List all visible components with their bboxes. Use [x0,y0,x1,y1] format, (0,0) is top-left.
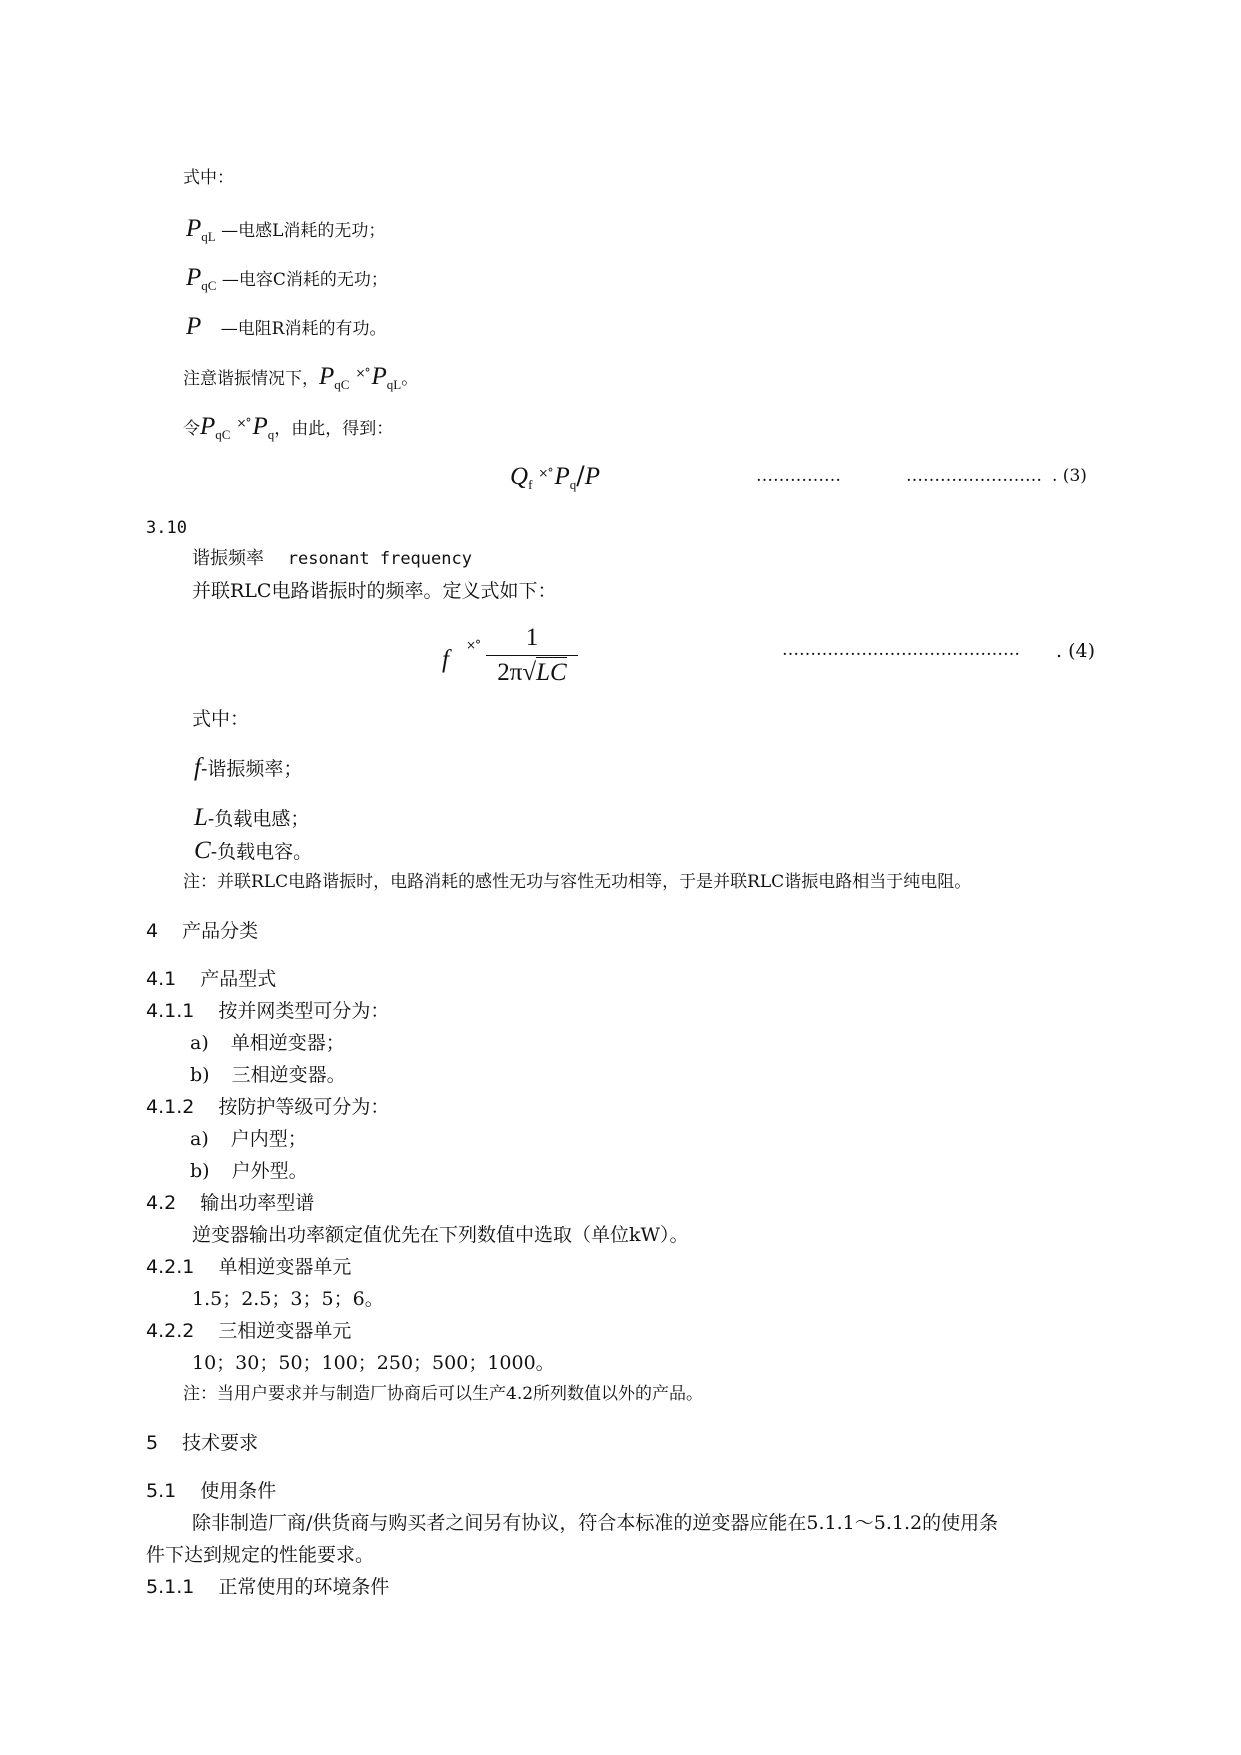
den-root: LC [536,659,567,686]
symbol-p: P [186,215,202,242]
note-prefix: 注意谐振情况下， [183,369,319,389]
def-l [194,805,309,830]
equation-3-number: . (3) [1052,466,1087,486]
def-f [194,755,302,780]
section-5-1-body-line2: 件下达到规定的性能要求。 [146,1544,375,1566]
section-3-10-definition: 并联RLC电路谐振时的频率。定义式如下： [192,580,557,602]
subscript: qC [334,377,350,392]
radical-sign: √ [522,659,537,686]
heading-title: 按防护等级可分为： [218,1096,390,1118]
section-4-2-2-heading [146,1322,351,1341]
let-line [183,414,393,441]
symbol-p: P [252,413,268,440]
def-pql [186,216,385,243]
symbol-p: P [319,363,335,390]
equation-4-leader: …………………………………… [782,640,1020,660]
equation-3 [510,463,600,491]
subscript: q [569,477,577,492]
equals-glyph: ×° [355,366,370,380]
fraction [486,625,578,695]
list-marker: b) [190,1064,210,1086]
section-4-2-heading [146,1194,314,1213]
heading-title: 产品型式 [200,968,277,990]
symbol-p: P [186,313,202,340]
definition-text: —电容C消耗的无功； [221,270,388,290]
slash: / [576,461,585,490]
heading-number: 4.1 [146,968,177,990]
symbol-p: P [554,463,570,490]
section-4-2-2-values: 10；30；50；100；250；500；1000。 [192,1352,555,1374]
subscript: qC [215,427,231,442]
heading-title: 按并网类型可分为： [218,1000,390,1022]
def-c [194,838,312,863]
heading-number: 4 [146,920,159,942]
definition-text: —电感L消耗的无功； [221,221,386,241]
where-label-2: 式中： [192,708,250,730]
heading-title: 技术要求 [182,1432,259,1454]
subscript: qL [201,229,216,244]
heading-number: 5.1.1 [146,1576,195,1598]
section-5-heading [146,1434,258,1453]
section-4-1-2-heading [146,1098,389,1117]
subscript: f [528,477,533,492]
def-p [186,314,387,339]
symbol-p: P [584,463,600,490]
heading-number: 4.2.1 [146,1256,195,1278]
section-3-10-number: 3.10 [146,518,187,538]
subscript: qL [386,377,402,392]
list-item [190,1162,308,1181]
heading-title: 正常使用的环境条件 [218,1576,390,1598]
equation-4 [440,625,580,695]
equation-4-number: . (4) [1056,640,1095,662]
section-3-10-term [192,550,472,568]
list-marker: b) [190,1160,210,1182]
resonance-note [183,364,418,391]
subscript: qC [201,278,217,293]
section-4-2-body: 逆变器输出功率额定值优先在下列数值中选取（单位kW）。 [192,1224,689,1246]
where-label: 式中： [183,168,234,188]
note-rlc: 注：并联RLC电路谐振时，电路消耗的感性无功与容性无功相等，于是并联RLC谐振电路相当于纯电阻。 [183,872,972,892]
def-pqc [186,265,388,292]
den-prefix: 2π [497,659,523,686]
subscript: q [267,427,275,442]
section-4-2-1-values: 1.5；2.5；3；5；6。 [192,1288,384,1310]
equals-glyph: ×° [236,416,251,430]
term-zh: 谐振频率 [192,548,264,569]
list-text: 户内型； [230,1128,307,1150]
symbol-p: P [371,363,387,390]
definition-text: -负载电感； [207,808,310,830]
definition-text: —电阻R消耗的有功。 [220,319,387,339]
heading-title: 单相逆变器单元 [218,1256,352,1278]
let-prefix: 令 [183,419,200,439]
heading-title: 输出功率型谱 [200,1192,315,1214]
section-5-1-heading [146,1482,276,1501]
let-suffix: ，由此，得到： [274,419,394,439]
note-products: 注：当用户要求并与制造厂协商后可以生产4.2所列数值以外的产品。 [183,1384,704,1404]
list-item [190,1066,346,1085]
list-text: 户外型。 [231,1160,308,1182]
symbol-l: L [194,804,208,831]
heading-title: 使用条件 [200,1480,277,1502]
term-en: resonant frequency [287,549,472,569]
section-5-1-body-line1: 除非制造厂商/供货商与购买者之间另有协议，符合本标准的逆变器应能在5.1.1～5.1.2的使用条 [192,1512,999,1534]
section-4-heading [146,922,258,941]
equals-glyph: ×° [538,466,553,480]
section-4-1-1-heading [146,1002,389,1021]
heading-number: 4.2 [146,1192,177,1214]
equals-glyph: ×° [466,638,481,652]
equation-3-leader-a: …………… [756,466,841,486]
section-4-2-1-heading [146,1258,351,1277]
symbol-p: P [200,413,216,440]
symbol-c: C [194,837,211,864]
section-4-1-heading [146,970,276,989]
symbol-q: Q [510,463,529,490]
heading-number: 4.2.2 [146,1320,195,1342]
list-text: 三相逆变器。 [231,1064,346,1086]
heading-title: 三相逆变器单元 [218,1320,352,1342]
list-marker: a) [190,1032,209,1054]
heading-title: 产品分类 [182,920,259,942]
fraction-bar [486,655,578,656]
list-item [190,1130,307,1149]
definition-text: -谐振频率； [200,758,303,780]
heading-number: 5 [146,1432,159,1454]
symbol-f: f [442,646,449,673]
list-text: 单相逆变器； [230,1032,345,1054]
note-suffix: 。 [401,369,419,389]
symbol-p: P [186,264,202,291]
heading-number: 4.1.2 [146,1096,195,1118]
section-5-1-1-heading [146,1578,389,1597]
definition-text: -负载电容。 [210,841,313,863]
symbol-f: f [194,754,201,781]
list-marker: a) [190,1128,209,1150]
denominator [486,660,578,685]
heading-number: 4.1.1 [146,1000,195,1022]
list-item [190,1034,345,1053]
equation-3-leader-b: …………………… [906,466,1042,486]
heading-number: 5.1 [146,1480,177,1502]
numerator: 1 [525,624,539,651]
